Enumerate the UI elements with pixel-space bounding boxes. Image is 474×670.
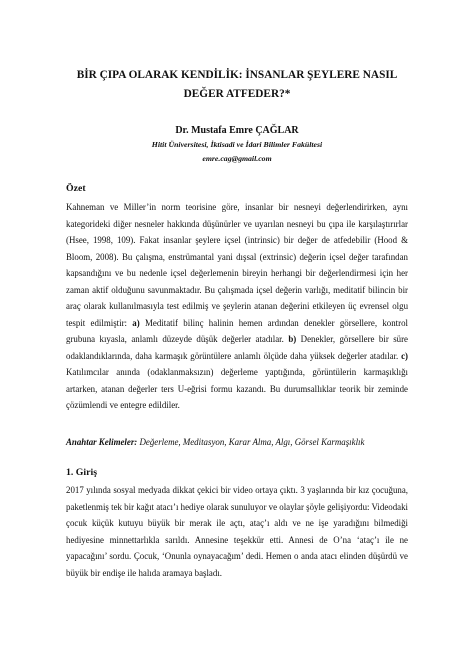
abstract-marker-c: c) xyxy=(401,350,408,361)
abstract-paragraph xyxy=(66,199,408,414)
paper-title xyxy=(60,66,414,104)
abstract-heading: Özet xyxy=(66,183,86,194)
intro-paragraph: 2017 yılında sosyal medyada dikkat çekici bir video ortaya çıktı. 3 yaşlarında bir kız çocuğuna, paketlenmiş tek bir kağıt atacı’ı hediye olarak sunuluyor ve olaylar şöyle gelişiyordu: Videodaki çocuk küçük kutuyu büyük bir merak ile açtı, ataç’ı aldı ve ne işe yaradığını bilmediği hediyesine minnettarlıkla sarıldı. Annesine teşekkür etti. Annesi de O’na ‘ataç’ı ile ne yapacağını’ sordu. Çocuk, ‘Onunla oynayacağım’ dedi. Hemen o anda atacı elinden düşürdü ve büyük bir endişe ile halıda aramaya başladı. xyxy=(66,485,408,578)
abstract-text-2: Meditatif bilinç halinin hemen ardından denekler görsellere, kontrol grubuna kıyasla, anlamlı düzeyde düşük değerler atadılar. xyxy=(66,317,408,344)
keywords xyxy=(66,436,408,448)
title-line-1: BİR ÇIPA OLARAK KENDİLİK: İNSANLAR ŞEYLERE NASIL xyxy=(76,69,398,81)
keywords-label: Anahtar Kelimeler: xyxy=(66,437,138,447)
abstract-text-4: Katılımcılar anında (odaklanmaksızın) değerleme yaptığında, görüntülerin karmaşıklığı artarken, atanan değerler ters U-eğrisi formu kazandı. Bu durumsallıklar teorik bir zeminde çözümlendi ve entegre edildiler. xyxy=(66,367,408,410)
author-affiliation: Hitit Üniversitesi, İktisadi ve İdari Bilimler Fakültesi xyxy=(151,140,323,149)
intro-heading: 1. Giriş xyxy=(66,467,98,478)
author-email: emre.cag@gmail.com xyxy=(202,154,272,163)
author-name: Dr. Mustafa Emre ÇAĞLAR xyxy=(175,125,299,136)
abstract-marker-b: b) xyxy=(288,334,297,344)
abstract-text-1: Kahneman ve Miller’in norm teorisine göre, insanlar bir nesneyi değerlendirirken, aynı kategorideki diğer nesneler hakkında düşünürler ve uyarılan nesneyi bu çıpa ile karşılaştırırlar (Hsee, 1998, 109). Fakat insanlar şeylere içsel (intrinsic) bir değer de atfedebilir (Hood & Bloom, 2008). Bu çalışma, enstrümantal yani dışsal (extrinsic) değerin içsel değer tarafından kapsandığını ve bu nedenle içsel değerlemenin bireyin herhangi bir değerlendirmesi için her zaman aktif olduğunu savunmaktadır. Bu çalışmada içsel değerin varlığı, meditatif bilincin bir araç olarak kullanılmasıyla test edilmiş ve şeylerin atanan değerini etkileyen üç evrensel olgu tespit edilmiştir: xyxy=(66,202,408,328)
keywords-text: Değerleme, Meditasyon, Karar Alma, Algı, Görsel Karmaşıklık xyxy=(137,437,365,447)
abstract-text-3: Denekler, görsellere bir süre odaklandıklarında, daha karmaşık görüntülere anlamlı ölçüde daha yüksek değerler atadılar. xyxy=(66,334,408,361)
title-line-2: DEĞER ATFEDER?* xyxy=(183,88,291,100)
abstract-marker-a: a) xyxy=(132,317,140,328)
